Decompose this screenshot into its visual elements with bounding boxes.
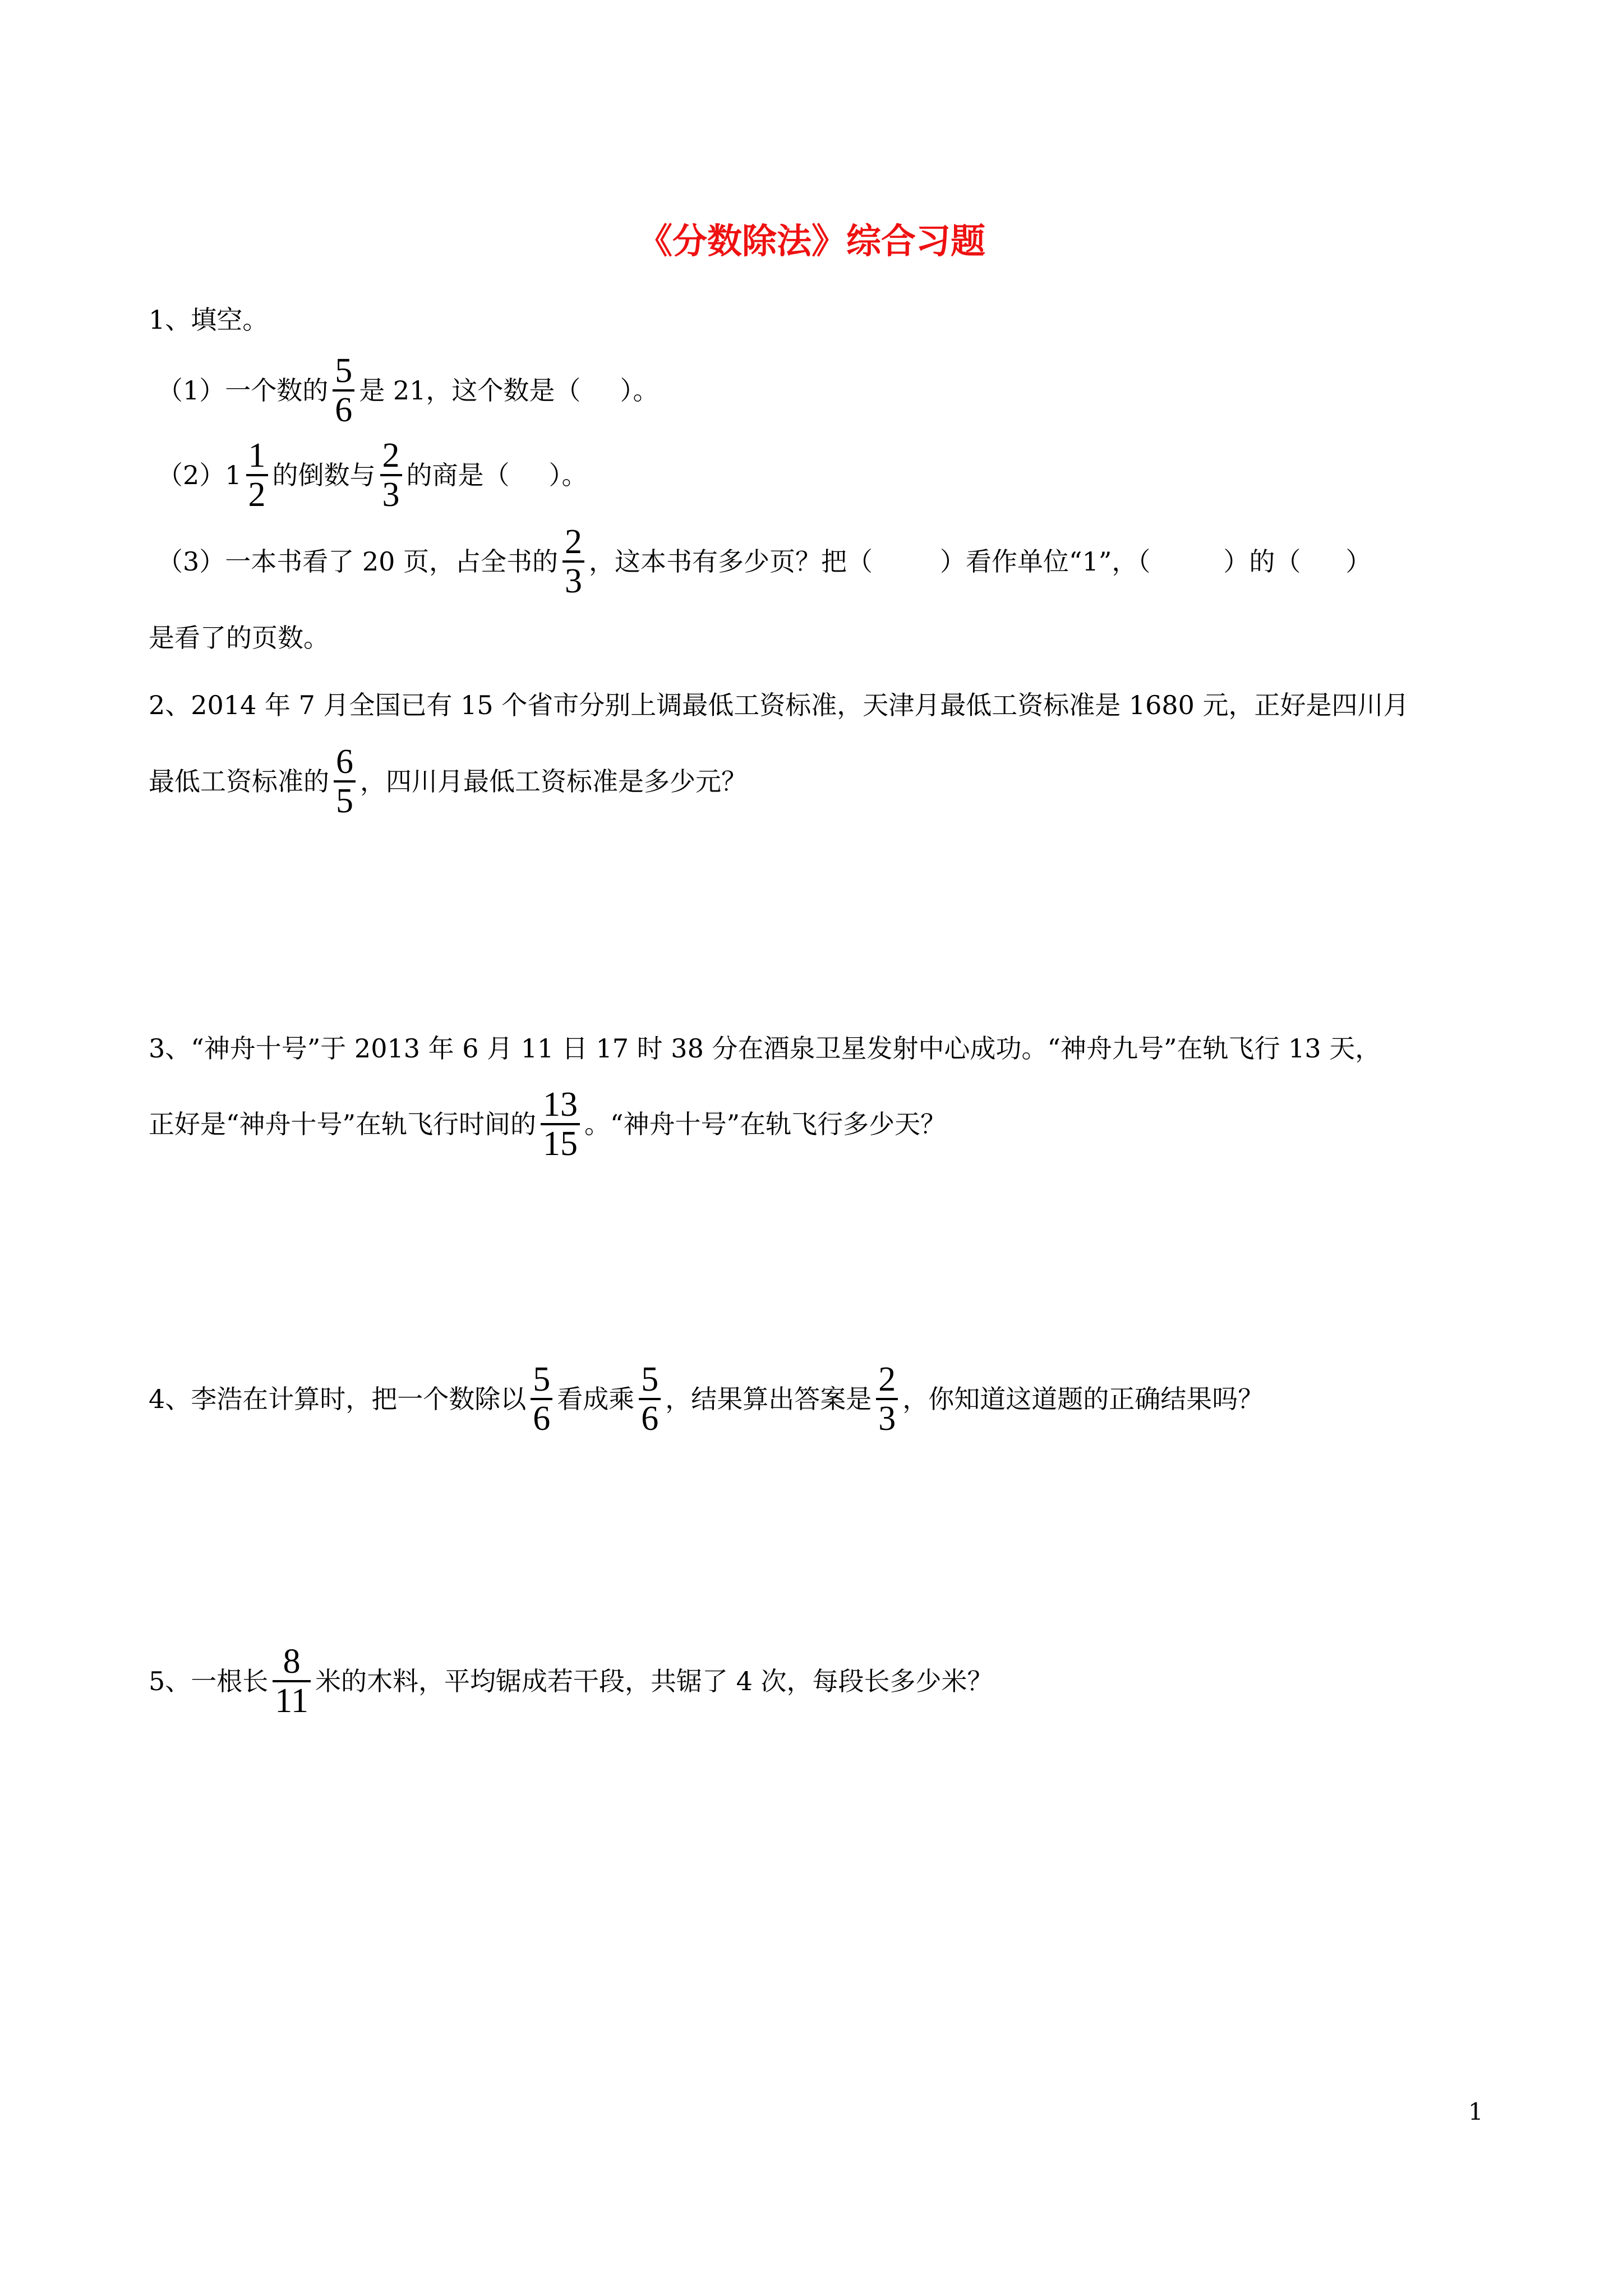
q1-1-text-a: （1）一个数的	[157, 375, 329, 406]
denominator: 2	[246, 474, 268, 513]
q1-2-text-d: ）。	[548, 460, 588, 490]
q2-text-a: 最低工资标准的	[149, 766, 329, 797]
numerator: 13	[543, 1085, 578, 1124]
denominator: 15	[541, 1123, 580, 1162]
question-5	[149, 1642, 993, 1720]
fraction	[531, 1361, 552, 1437]
numerator: 2	[382, 436, 400, 475]
question-1-heading	[149, 303, 268, 337]
q3-text-a: 正好是“神舟十号”在轨飞行时间的	[149, 1109, 537, 1139]
q4-text-d: ，你知道这道题的正确结果吗？	[902, 1384, 1264, 1414]
numerator: 5	[533, 1360, 551, 1398]
q2-text-b: ，四川月最低工资标准是多少元？	[360, 766, 747, 797]
q1-3-continued-text: 是看了的页数。	[149, 623, 329, 653]
question-3-line-2	[149, 1085, 947, 1163]
fraction	[380, 437, 402, 513]
q1-3-text-a: （3）一本书看了 20 页，占全书的	[157, 546, 559, 577]
q1-2-text-b: 的倒数与	[272, 460, 376, 490]
numerator: 6	[336, 743, 353, 781]
numerator: 2	[878, 1360, 896, 1398]
question-3-line-1	[149, 1032, 1381, 1065]
denominator: 3	[876, 1398, 898, 1437]
question-1-text: 1、填空。	[149, 305, 269, 335]
question-2-line-1	[149, 688, 1409, 722]
numerator: 8	[283, 1642, 301, 1681]
q3-text-line-1: 3、“神舟十号”于 2013 年 6 月 11 日 17 时 38 分在酒泉卫星发射中心成功。“神舟九号”在轨飞行 13 天，	[149, 1033, 1381, 1064]
q4-text-a: 4、李浩在计算时，把一个数除以	[149, 1384, 527, 1414]
numerator: 1	[248, 436, 266, 475]
numerator: 2	[565, 523, 583, 561]
q5-text-a: 5、一根长	[149, 1666, 269, 1696]
fraction	[246, 437, 268, 513]
page-number: 1	[1468, 2098, 1483, 2125]
fraction	[562, 523, 584, 600]
question-2-line-2	[149, 743, 747, 820]
q1-3-text-c: ）看作单位“1”，（	[940, 546, 1151, 577]
q1-2-text-a: （2）1	[157, 460, 242, 490]
denominator: 3	[380, 474, 402, 513]
q2-text-line-1: 2、2014 年 7 月全国已有 15 个省市分别上调最低工资标准，天津月最低工资标准是 1680 元，正好是四川月	[149, 690, 1409, 720]
q4-text-b: 看成乘	[557, 1384, 635, 1414]
numerator: 5	[641, 1360, 659, 1398]
denominator: 3	[562, 560, 584, 600]
q1-2-text-c: 的商是（	[406, 460, 510, 490]
fraction	[639, 1361, 661, 1437]
question-4	[149, 1360, 1264, 1438]
numerator: 5	[335, 352, 353, 390]
q5-text-b: 米的木料，平均锯成若干段，共锯了 4 次，每段长多少米？	[315, 1666, 993, 1696]
q1-3-text-b: ，这本书有多少页？把（	[589, 546, 873, 577]
q1-3-text-e: ）	[1345, 546, 1372, 577]
q1-3-text-d: ）的（	[1223, 546, 1301, 577]
page-title: 《分数除法》综合习题	[637, 220, 985, 261]
fraction	[273, 1643, 311, 1719]
q3-text-b: 。“神舟十号”在轨飞行多少天？	[584, 1109, 947, 1139]
q1-1-text-c: ）。	[620, 375, 659, 406]
denominator: 6	[639, 1398, 661, 1437]
question-1-3-continued	[149, 621, 329, 655]
fraction	[334, 743, 356, 820]
fraction	[876, 1361, 898, 1437]
denominator: 11	[273, 1680, 311, 1719]
denominator: 5	[334, 780, 356, 820]
question-1-3	[157, 523, 1372, 600]
question-1-1	[157, 352, 659, 429]
q1-1-text-b: 是 21，这个数是（	[359, 375, 581, 406]
denominator: 6	[531, 1398, 552, 1437]
fraction	[333, 352, 354, 429]
question-1-2	[157, 436, 588, 514]
q4-text-c: ，结果算出答案是	[665, 1384, 872, 1414]
denominator: 6	[333, 389, 354, 429]
fraction	[541, 1086, 580, 1162]
